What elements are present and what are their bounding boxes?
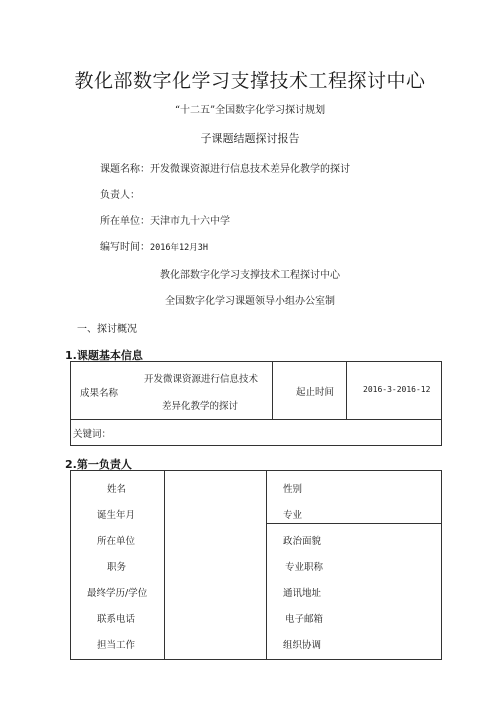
report-type: 子课题结题探讨报告 — [200, 132, 300, 145]
document-subtitle: “十二五”全国数字化学习探讨规划 — [174, 105, 326, 116]
project-name-label: 课题名称： — [100, 164, 150, 175]
date-label: 编写时间： — [100, 242, 150, 253]
basic-info-table — [70, 361, 442, 446]
issuer-line-2: 全国数字化学习课题领导小组办公室制 — [165, 296, 335, 307]
address-label: 通讯地址 — [283, 588, 322, 599]
table-divider — [266, 471, 267, 659]
date-value: 2016年12月3H — [150, 243, 208, 253]
result-name-line-1: 开发微课资源进行信息技术 — [144, 374, 259, 385]
table-divider — [346, 362, 347, 419]
date-row — [100, 238, 208, 253]
unit-label: 所在单位： — [100, 216, 150, 227]
result-name-line-2: 差异化教学的探讨 — [162, 401, 239, 412]
table-divider — [266, 523, 441, 524]
first-leader-heading: 2.第一负责人 — [65, 458, 132, 471]
document-title: 教化部数字化学习支撑技术工程探讨中心 — [74, 70, 426, 92]
issuer-line-1: 教化部数字化学习支撑技术工程探讨中心 — [160, 270, 340, 281]
email-label: 电子邮箱 — [285, 614, 324, 625]
period-label: 起止时间 — [296, 387, 335, 398]
phone-label: 联系电话 — [97, 614, 136, 625]
leader-row — [100, 186, 140, 201]
leader-label: 负责人： — [100, 190, 140, 201]
project-name-row — [100, 160, 350, 175]
table-divider — [272, 362, 273, 419]
political-label: 政治面貌 — [283, 536, 322, 547]
overview-heading: 一、探讨概况 — [77, 324, 137, 335]
name-label: 姓名 — [107, 484, 127, 495]
project-name-value: 开发微课资源进行信息技术差异化教学的探讨 — [150, 164, 350, 175]
major-label: 专业 — [283, 510, 303, 521]
unit-row — [100, 212, 230, 227]
education-label: 最终学历/学位 — [87, 588, 148, 599]
role-label: 担当工作 — [97, 640, 136, 651]
organize-label: 组织协调 — [283, 640, 322, 651]
title-label: 专业职称 — [285, 562, 324, 573]
position-label: 职务 — [107, 562, 127, 573]
birth-label: 诞生年月 — [97, 510, 136, 521]
unit-label: 所在单位 — [97, 536, 136, 547]
basic-info-heading: 1.课题基本信息 — [65, 349, 143, 362]
unit-value: 天津市九十六中学 — [150, 216, 230, 227]
table-divider — [71, 419, 441, 420]
gender-label: 性别 — [283, 484, 303, 495]
result-name-label: 成果名称 — [80, 388, 119, 399]
table-divider — [164, 471, 165, 659]
keywords-label: 关键词： — [73, 429, 112, 440]
first-leader-table — [70, 470, 442, 660]
period-value: 2016-3-2016-12 — [363, 385, 431, 394]
